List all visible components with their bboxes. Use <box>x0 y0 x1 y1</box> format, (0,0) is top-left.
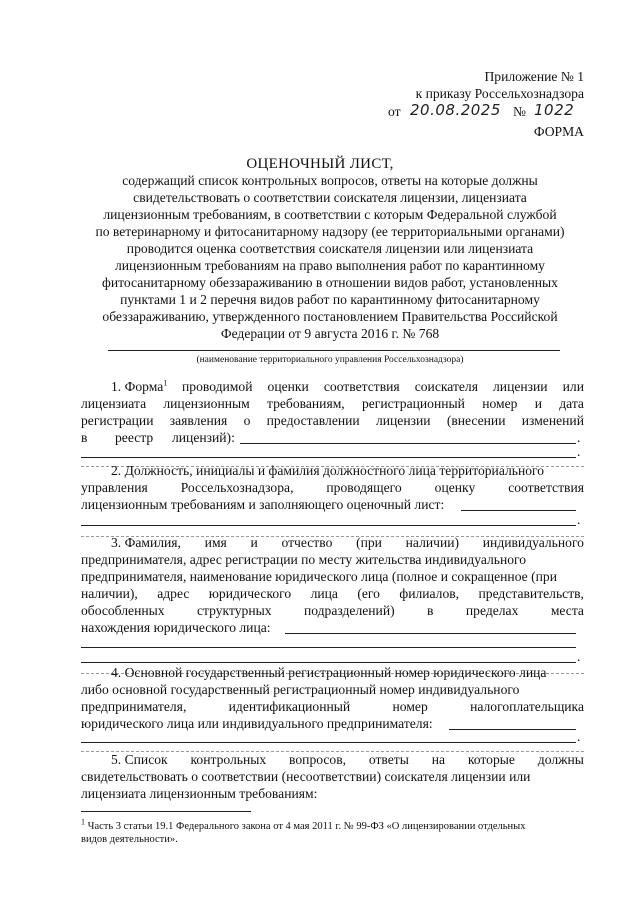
item3-blank-3 <box>81 662 576 663</box>
order-number-handwritten: 1022 <box>534 101 575 119</box>
item3-line6: нахождения юридического лица: <box>81 620 271 635</box>
item4-blank <box>449 729 576 730</box>
item4-line3: предпринимателя, идентификационный номер налогоплательщика <box>81 699 584 714</box>
item5-line3: лицензиата лицензионным требованиям: <box>81 786 318 801</box>
item2-line1: 2. Должность, инициалы и фамилия должностного лица территориального <box>111 463 545 478</box>
item4-line4: юридического лица или индивидуального предпринимателя: <box>81 716 433 731</box>
item4-line2: либо основной государственный регистрационный номер индивидуального <box>81 682 520 697</box>
appendix-label: Приложение № 1 <box>484 69 584 84</box>
subtitle-line: лицензионным требованиям на право выполнения работ по карантинному <box>115 258 545 273</box>
item1-blank <box>240 443 576 444</box>
item1-word: реестр <box>115 430 154 445</box>
item2-blank-2 <box>81 525 576 526</box>
order-from-label: от <box>388 104 401 119</box>
subtitle-line: по ветеринарному и фитосанитарному надзору (ее территориальными органами) <box>95 224 565 239</box>
item2-line2: управления Россельхознадзора, проводящего оценку соответствия <box>81 480 584 495</box>
item1-line3: регистрации заявления о предоставлении лицензии (внесении изменений <box>81 413 584 428</box>
document-title: ОЦЕНОЧНЫЙ ЛИСТ, <box>246 156 394 172</box>
item3-line5: обособленных структурных подразделений) в пределах места <box>81 603 584 618</box>
item1-dot-2: . <box>577 444 581 459</box>
footnote-separator <box>81 811 251 812</box>
footnote-line2: видов деятельности». <box>81 834 178 845</box>
item3-blank-2 <box>81 647 576 648</box>
item3-line3: предпринимателя, наименование юридического лица (полное и сокращенное (при <box>81 569 557 584</box>
item1-word: лицензий): <box>172 430 235 445</box>
item5-line1: 5. Список контрольных вопросов, ответы на которые должны <box>111 752 584 767</box>
item1-start: 1. Форма$^1$ <box>111 378 168 394</box>
item4-line1: 4. Основной государственный регистрационный номер юридического лица <box>111 665 547 680</box>
territorial-office-caption: (наименование территориального управления Россельхознадзора) <box>196 355 464 365</box>
territorial-office-blank <box>108 350 560 351</box>
footnote-mark: 1 <box>163 378 168 388</box>
subtitle-line: обеззараживанию, утвержденного постановлением Правительства Российской <box>102 309 558 324</box>
subtitle-line: пунктами 1 и 2 перечня видов работ по карантинному фитосанитарному <box>120 292 540 307</box>
item1-line2: лицензиата лицензионным требованиям, регистрационный номер и дата <box>81 396 584 411</box>
order-date-handwritten: 20.08.2025 <box>410 101 501 119</box>
item3-line2: предпринимателя, адрес регистрации по месту жительства индивидуального <box>81 552 527 567</box>
item3-line4: наличии), адрес юридического лица (его филиалов, представительств, <box>81 586 584 601</box>
order-number-label: № <box>513 104 526 119</box>
item1-word: в <box>81 430 88 445</box>
item2-line3: лицензионным требованиям и заполняющего оценочный лист: <box>81 497 445 512</box>
item3-dot: . <box>577 649 581 664</box>
item2-dot: . <box>577 512 581 527</box>
item2-blank <box>461 510 576 511</box>
subtitle-line: свидетельствовать о соответствии соискателя лицензии, лицензиата <box>133 190 527 205</box>
subtitle-line: содержащий список контрольных вопросов, ответы на которые должны <box>122 173 538 188</box>
order-reference: к приказу Россельхознадзора <box>415 86 584 101</box>
item1-blank-2 <box>81 457 576 458</box>
item4-blank-2 <box>81 742 576 743</box>
subtitle-line: Федерации от 9 августа 2016 г. № 768 <box>220 326 440 341</box>
item4-dot: . <box>577 729 581 744</box>
item1-line1: проводимой оценки соответствия соискателя лицензии или <box>182 379 584 394</box>
form-label: ФОРМА <box>533 124 584 139</box>
item5-line2: свидетельствовать о соответствии (несоответствии) соискателя лицензии или <box>81 769 531 784</box>
footnote-line1: $^1$ Часть 3 статьи 19.1 Федерального закона от 4 мая 2011 г. № 99-ФЗ «О лицензировании отдельных <box>81 817 526 832</box>
footnote-mark: 1 <box>81 817 85 827</box>
subtitle-line: лицензионным требованиям, в соответствии с которым Федеральной службой <box>103 207 557 222</box>
subtitle-line: проводится оценка соответствия соискателя лицензии или лицензиата <box>126 241 534 256</box>
item1-dot: . <box>577 430 581 445</box>
subtitle-line: фитосанитарному обеззараживанию в отношении видов работ, установленных <box>102 275 558 290</box>
item3-line1: 3. Фамилия, имя и отчество (при наличии) индивидуального <box>111 535 584 550</box>
item3-blank <box>285 633 576 634</box>
